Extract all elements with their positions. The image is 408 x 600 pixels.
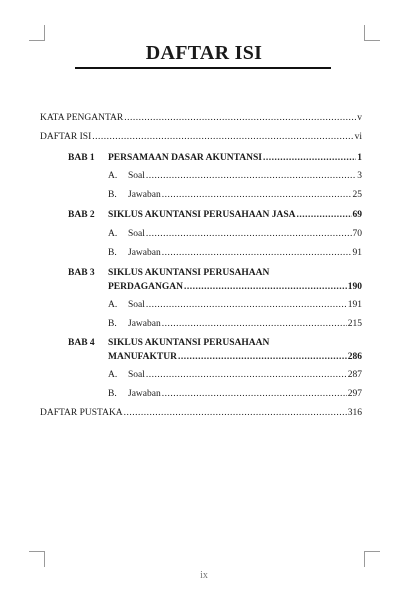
chapter-number: BAB 2 xyxy=(68,210,95,220)
dot-leader xyxy=(146,229,352,240)
subsection-letter: B. xyxy=(108,319,117,329)
toc-entry-label: Soal xyxy=(128,171,145,181)
toc-entry-bab-1[interactable] xyxy=(108,153,362,164)
dot-leader xyxy=(124,113,356,124)
toc-entry-label: Soal xyxy=(128,370,145,380)
toc-entry-label: Jawaban xyxy=(128,248,161,258)
dot-leader xyxy=(146,171,356,182)
dot-leader xyxy=(124,408,347,419)
toc-entry-page: 215 xyxy=(347,319,362,329)
toc-entry-label: KATA PENGANTAR xyxy=(40,113,124,123)
subsection-letter: B. xyxy=(108,248,117,258)
toc-entry-label: Soal xyxy=(128,229,145,239)
toc-entry-page: 70 xyxy=(352,229,362,239)
toc-entry-label: PERDAGANGAN xyxy=(108,282,183,292)
subsection-letter: A. xyxy=(108,171,118,181)
subsection-letter: B. xyxy=(108,389,117,399)
toc-entry-bab-4-jawaban[interactable] xyxy=(128,389,362,400)
subsection-letter: A. xyxy=(108,370,118,380)
toc-entry-label: MANUFAKTUR xyxy=(108,352,177,362)
toc-entry-page: 25 xyxy=(352,190,362,200)
toc-entry-label: DAFTAR PUSTAKA xyxy=(40,408,123,418)
toc-entry-page: 297 xyxy=(347,389,362,399)
dot-leader xyxy=(297,210,352,221)
toc-entry-page: v xyxy=(357,113,362,123)
toc-entry-page: 190 xyxy=(347,282,362,292)
dot-leader xyxy=(162,319,347,330)
toc-entry-page: 286 xyxy=(347,352,362,362)
toc-entry-label: SIKLUS AKUNTANSI PERUSAHAAN JASA xyxy=(108,210,296,220)
page-title: DAFTAR ISI xyxy=(145,42,263,64)
subsection-letter: A. xyxy=(108,300,118,310)
dot-leader xyxy=(263,153,356,164)
page-number: ix xyxy=(200,570,208,581)
toc-entry-label: Jawaban xyxy=(128,190,161,200)
toc-entry-bab-2-jawaban[interactable] xyxy=(128,248,362,259)
toc-entry-bab-3[interactable] xyxy=(108,282,362,293)
dot-leader xyxy=(162,190,352,201)
chapter-title-line-1: SIKLUS AKUNTANSI PERUSAHAAN xyxy=(108,338,270,348)
toc-entry-label: Soal xyxy=(128,300,145,310)
toc-entry-daftar-pustaka[interactable] xyxy=(40,408,362,419)
dot-leader xyxy=(162,248,352,259)
toc-entry-page: vi xyxy=(354,132,362,142)
subsection-letter: B. xyxy=(108,190,117,200)
toc-entry-page: 3 xyxy=(357,171,362,181)
toc-entry-daftar-isi[interactable] xyxy=(40,132,362,143)
toc-entry-page: 316 xyxy=(347,408,362,418)
toc-entry-label: DAFTAR ISI xyxy=(40,132,92,142)
toc-entry-page: 287 xyxy=(347,370,362,380)
toc-entry-kata-pengantar[interactable] xyxy=(40,113,362,124)
dot-leader xyxy=(146,370,347,381)
toc-entry-bab-1-jawaban[interactable] xyxy=(128,190,362,201)
dot-leader xyxy=(178,352,347,363)
chapter-number: BAB 1 xyxy=(68,153,95,163)
toc-entry-bab-1-soal[interactable] xyxy=(128,171,362,182)
toc-entry-bab-2[interactable] xyxy=(108,210,362,221)
toc-entry-label: Jawaban xyxy=(128,389,161,399)
toc-entry-label: Jawaban xyxy=(128,319,161,329)
toc-entry-bab-3-soal[interactable] xyxy=(128,300,362,311)
toc-entry-page: 191 xyxy=(347,300,362,310)
toc-entry-label: PERSAMAAN DASAR AKUNTANSI xyxy=(108,153,262,163)
toc-entry-bab-4-soal[interactable] xyxy=(128,370,362,381)
toc-entry-bab-2-soal[interactable] xyxy=(128,229,362,240)
toc-entry-page: 1 xyxy=(357,153,362,163)
chapter-number: BAB 4 xyxy=(68,338,95,348)
dot-leader xyxy=(162,389,347,400)
toc-entry-bab-3-jawaban[interactable] xyxy=(128,319,362,330)
toc-entry-page: 91 xyxy=(352,248,362,258)
dot-leader xyxy=(146,300,347,311)
chapter-title-line-1: SIKLUS AKUNTANSI PERUSAHAAN xyxy=(108,268,270,278)
dot-leader xyxy=(184,282,347,293)
toc-entry-bab-4[interactable] xyxy=(108,352,362,363)
dot-leader xyxy=(92,132,353,143)
chapter-number: BAB 3 xyxy=(68,268,95,278)
toc-entry-page: 69 xyxy=(352,210,362,220)
subsection-letter: A. xyxy=(108,229,118,239)
